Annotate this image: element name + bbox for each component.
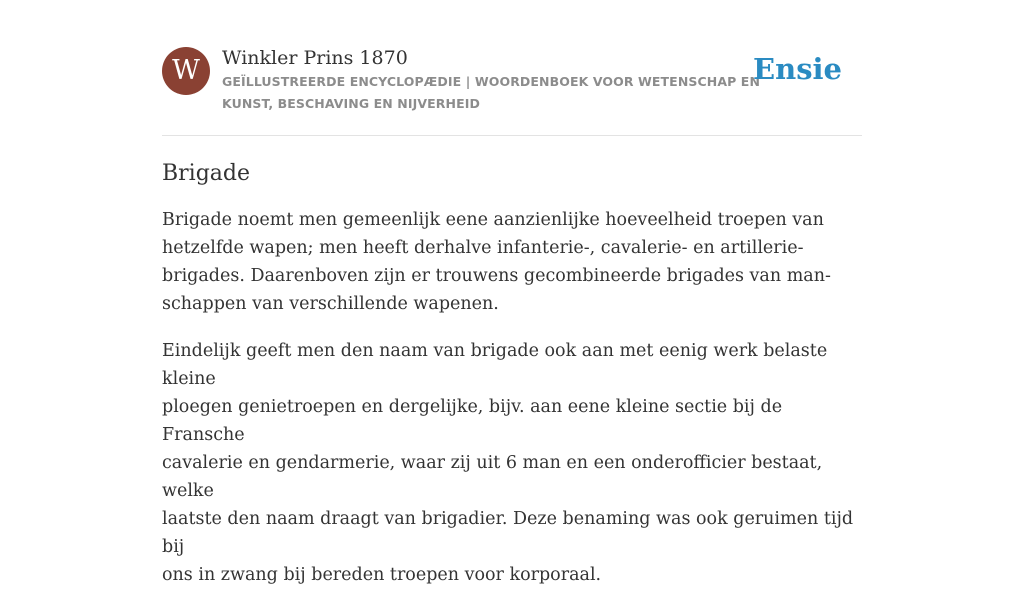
paragraph-line: ons in zwang bij bereden troepen voor korporaal.	[162, 565, 602, 585]
entry-paragraph	[162, 337, 862, 589]
ensie-logo-link[interactable]: Ensie	[753, 52, 842, 86]
entry-content	[162, 158, 862, 608]
paragraph-line: Brigade noemt men gemeenlijk eene aanzienlijke hoeveelheid troepen van	[162, 210, 824, 230]
header-divider	[162, 135, 862, 136]
source-subtitle	[222, 71, 762, 115]
entry-title: Brigade	[162, 161, 251, 186]
entry-paragraph	[162, 206, 862, 318]
source-header	[162, 46, 862, 118]
source-avatar[interactable]: W	[162, 47, 210, 95]
paragraph-line: brigades. Daarenboven zijn er trouwens gecombineerde brigades van man-	[162, 266, 831, 286]
paragraph-line: Eindelijk geeft men den naam van brigade ook aan met eenig werk belaste kleine	[162, 341, 828, 389]
paragraph-line: ploegen genietroepen en dergelijke, bijv. aan eene kleine sectie bij de Fransche	[162, 397, 783, 445]
source-title[interactable]: Winkler Prins 1870	[222, 47, 408, 69]
paragraph-line: cavalerie en gendarmerie, waar zij uit 6 man en een onderofficier bestaat, welke	[162, 453, 823, 501]
paragraph-line: laatste den naam draagt van brigadier. Deze benaming was ook geruimen tijd bij	[162, 509, 854, 557]
source-subtitle-line: KUNST, BESCHAVING EN NIJVERHEID	[222, 96, 480, 111]
source-subtitle-line: GEÏLLUSTREERDE ENCYCLOPÆDIE | WOORDENBOEK VOOR WETENSCHAP EN	[222, 74, 761, 89]
paragraph-line: hetzelfde wapen; men heeft derhalve infanterie-, cavalerie- en artillerie-	[162, 238, 804, 258]
source-info	[222, 46, 762, 115]
paragraph-line: schappen van verschillende wapenen.	[162, 294, 499, 314]
